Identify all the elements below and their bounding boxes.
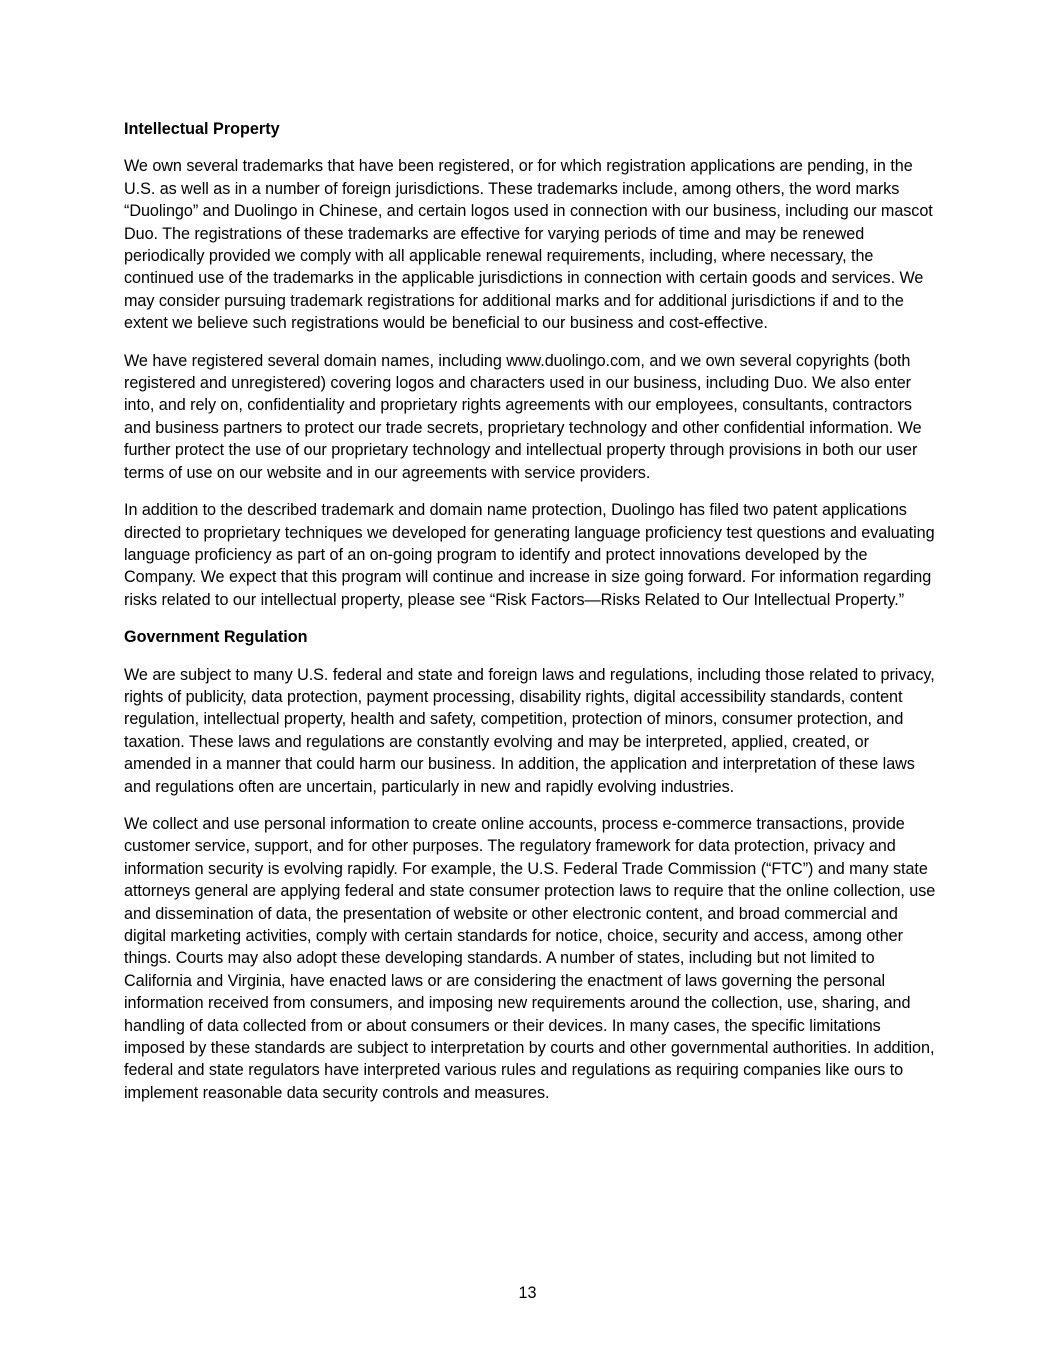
paragraph: In addition to the described trademark and domain name protection, Duolingo has filed two patent applications directed to proprietary techniques we developed for generating language proficiency test questions and evaluating language proficiency as part of an on-going program to identify and protect innovations developed by the Company. We expect that this program will continue and increase in size going forward. For information regarding risks related to our intellectual property, please see “Risk Factors—Risks Related to Our Intellectual Property.” (124, 501, 935, 609)
paragraph: We own several trademarks that have been registered, or for which registration applications are pending, in the U.S. as well as in a number of foreign jurisdictions. These trademarks include, among others, the word marks “Duolingo” and Duolingo in Chinese, and certain logos used in connection with our business, including our mascot Duo. The registrations of these trademarks are effective for varying periods of time and may be renewed periodically provided we comply with all applicable renewal requirements, including, where necessary, the continued use of the trademarks in the applicable jurisdictions in connection with certain goods and services. We may consider pursuing trademark registrations for additional marks and for additional jurisdictions if and to the extent we believe such registrations would be beneficial to our business and cost-effective. (124, 157, 933, 333)
paragraph: We have registered several domain names, including www.duolingo.com, and we own several copyrights (both registered and unregistered) covering logos and characters used in our business, including Duo. We also enter into, and rely on, confidentiality and proprietary rights agreements with our employees, consultants, contractors and business partners to protect our trade secrets, proprietary technology and other confidential information. We further protect the use of our proprietary technology and intellectual property through provisions in both our user terms of use on our website and in our agreements with service providers. (124, 351, 922, 482)
section-government-regulation (124, 626, 936, 1104)
paragraph: We collect and use personal information to create online accounts, process e-commerce transactions, provide customer service, support, and for other purposes. The regulatory framework for data protection, privacy and information security is evolving rapidly. For example, the U.S. Federal Trade Commission (“FTC”) and many state attorneys general are applying federal and state consumer protection laws to require that the online collection, use and dissemination of data, the presentation of website or other electronic content, and broad commercial and digital marketing activities, comply with certain standards for notice, choice, security and access, among other things. Courts may also adopt these developing standards. A number of states, including but not limited to California and Virginia, have enacted laws or are considering the enactment of laws governing the personal information received from consumers, and imposing new requirements around the collection, use, sharing, and handling of data collected from or about consumers or their devices. In many cases, the specific limitations imposed by these standards are subject to interpretation by courts and other governmental authorities. In addition, federal and state regulators have interpreted various rules and regulations as requiring companies like ours to implement reasonable data security controls and measures. (124, 814, 936, 1102)
section-intellectual-property (124, 118, 936, 611)
section-heading: Government Regulation (124, 628, 308, 647)
paragraph: We are subject to many U.S. federal and state and foreign laws and regulations, including those related to privacy, rights of publicity, data protection, payment processing, disability rights, digital accessibility standards, content regulation, intellectual property, health and safety, competition, protection of minors, consumer protection, and taxation. These laws and regulations are constantly evolving and may be interpreted, applied, created, or amended in a manner that could harm our business. In addition, the application and interpretation of these laws and regulations often are uncertain, particularly in new and rapidly evolving industries. (124, 665, 935, 796)
document-page (124, 118, 936, 1119)
page-number: 13 (518, 1284, 537, 1302)
section-heading: Intellectual Property (124, 120, 280, 138)
